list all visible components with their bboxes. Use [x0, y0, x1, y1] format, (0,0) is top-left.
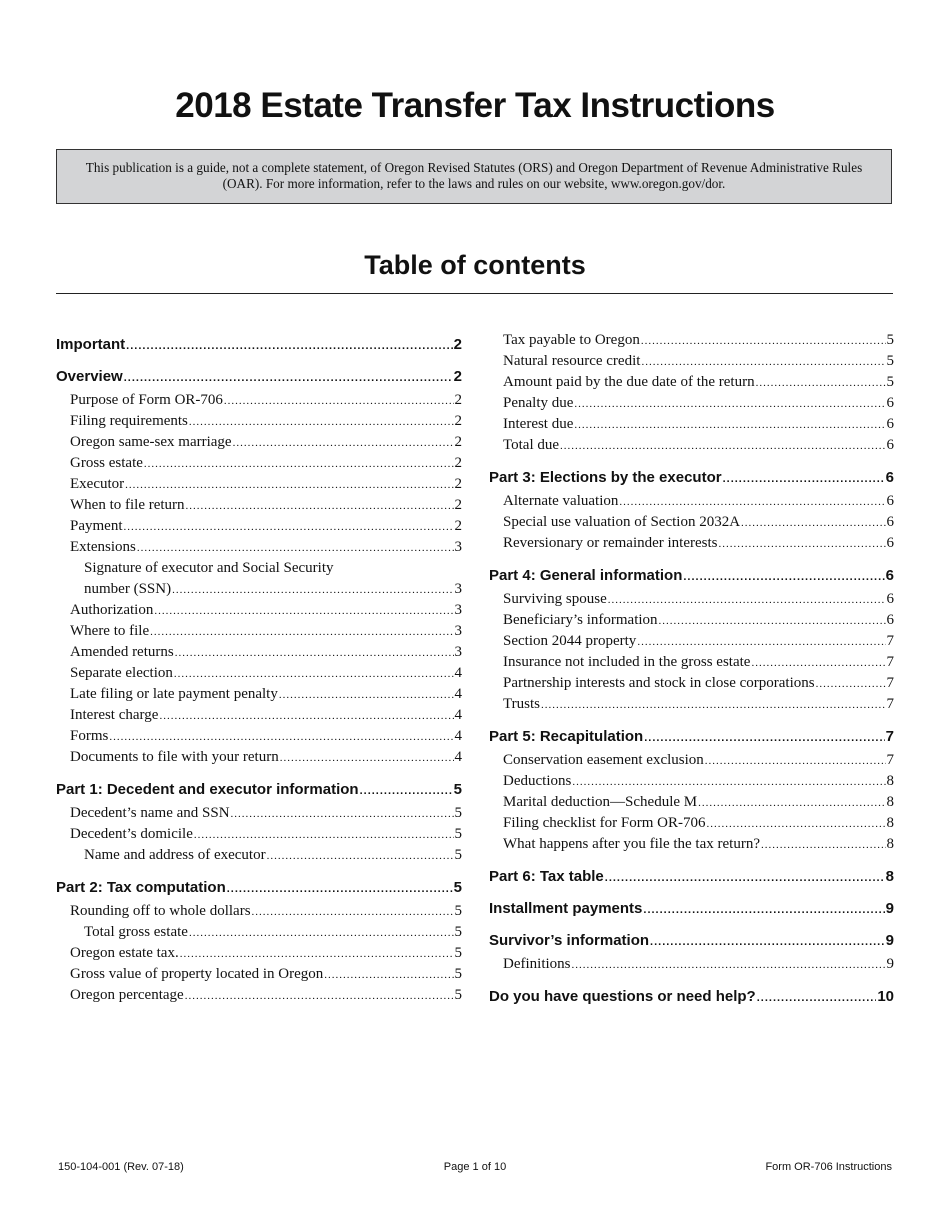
toc-entry[interactable]: [56, 537, 462, 558]
toc-page-number: 4: [454, 749, 462, 765]
toc-entry-title: Alternate valuation: [503, 493, 619, 509]
toc-entry[interactable]: [56, 663, 462, 684]
toc-entry[interactable]: [56, 390, 462, 411]
footer-form-number: 150-104-001 (Rev. 07-18): [58, 1161, 184, 1173]
toc-dot-leader: [643, 900, 884, 919]
toc-page-number: 8: [886, 794, 894, 810]
toc-entry[interactable]: [56, 642, 462, 663]
toc-entry-title: Partnership interests and stock in close corporations: [503, 675, 815, 691]
toc-page-number: 5: [454, 924, 462, 940]
toc-dot-leader: [574, 394, 885, 414]
toc-entry-title: Oregon percentage: [70, 987, 184, 1003]
toc-entry[interactable]: [489, 414, 894, 435]
toc-page-number: 2: [453, 368, 462, 385]
toc-dot-leader: [186, 496, 454, 516]
toc-entry-title: Part 6: Tax table: [489, 868, 604, 885]
toc-entry-title: Total due: [503, 437, 560, 453]
footer-form-name: Form OR-706 Instructions: [765, 1161, 892, 1173]
toc-dot-leader: [227, 879, 453, 898]
toc-page-number: 8: [886, 836, 894, 852]
toc-section-entry[interactable]: [489, 726, 894, 747]
toc-dot-leader: [644, 728, 884, 747]
toc-entry[interactable]: [56, 558, 462, 579]
toc-entry-title: Part 1: Decedent and executor information: [56, 781, 359, 798]
toc-entry-title: Purpose of Form OR-706: [70, 392, 223, 408]
toc-dot-leader: [541, 695, 886, 715]
toc-dot-leader: [572, 955, 886, 975]
toc-entry[interactable]: [56, 747, 462, 768]
toc-entry-title: Trusts: [503, 696, 540, 712]
toc-page-number: 5: [454, 987, 462, 1003]
toc-page-number: 5: [886, 332, 894, 348]
toc-dot-leader: [194, 825, 454, 845]
toc-page-number: 8: [886, 815, 894, 831]
toc-section-entry[interactable]: [56, 779, 462, 800]
toc-entry[interactable]: [56, 803, 462, 824]
toc-entry-title: Do you have questions or need help?: [489, 988, 756, 1005]
toc-entry[interactable]: [56, 516, 462, 537]
toc-entry-title: Overview: [56, 368, 123, 385]
toc-section-entry[interactable]: [489, 565, 894, 586]
toc-entry[interactable]: [56, 901, 462, 922]
toc-heading: Table of contents: [364, 250, 586, 280]
toc-entry[interactable]: [489, 330, 894, 351]
toc-dot-leader: [180, 944, 454, 964]
toc-page-number: 4: [454, 665, 462, 681]
toc-entry-title: Gross value of property located in Oregon: [70, 966, 324, 982]
toc-entry-title: Documents to file with your return: [70, 749, 279, 765]
toc-dot-leader: [233, 433, 454, 453]
toc-dot-leader: [224, 391, 454, 411]
toc-section-entry[interactable]: [56, 366, 462, 387]
toc-dot-leader: [816, 674, 886, 694]
toc-entry-title: Reversionary or remainder interests: [503, 535, 718, 551]
toc-dot-leader: [175, 643, 454, 663]
toc-entry-title: Executor: [70, 476, 125, 492]
toc-page-number: 3: [454, 539, 462, 555]
toc-entry[interactable]: [56, 579, 462, 600]
toc-dot-leader: [189, 412, 454, 432]
toc-section-entry[interactable]: [489, 986, 894, 1007]
toc-dot-leader: [109, 727, 453, 747]
toc-entry[interactable]: [56, 824, 462, 845]
toc-entry[interactable]: [56, 726, 462, 747]
toc-page-number: 9: [885, 932, 894, 949]
toc-dot-leader: [751, 653, 885, 673]
toc-entry-title: Part 3: Elections by the executor: [489, 469, 722, 486]
toc-entry-title: Decedent’s name and SSN: [70, 805, 230, 821]
toc-dot-leader: [572, 772, 885, 792]
toc-entry-title: Oregon same-sex marriage: [70, 434, 232, 450]
toc-section-entry[interactable]: [56, 877, 462, 898]
toc-entry[interactable]: [56, 964, 462, 985]
toc-entry[interactable]: [56, 985, 462, 1006]
toc-entry[interactable]: [56, 705, 462, 726]
toc-section-entry[interactable]: [489, 930, 894, 951]
toc-entry[interactable]: [56, 922, 462, 943]
toc-page-number: 5: [454, 805, 462, 821]
toc-entry-title: Interest charge: [70, 707, 159, 723]
toc-page-number: 5: [454, 945, 462, 961]
toc-entry[interactable]: [56, 845, 462, 866]
toc-entry[interactable]: [489, 792, 894, 813]
toc-entry[interactable]: [56, 453, 462, 474]
toc-dot-leader: [189, 923, 454, 943]
toc-page-number: 6: [886, 416, 894, 432]
toc-page-number: 6: [886, 437, 894, 453]
toc-entry-title: Filing requirements: [70, 413, 188, 429]
toc-entry-title: Decedent’s domicile: [70, 826, 193, 842]
toc-entry-title: Filing checklist for Form OR-706: [503, 815, 706, 831]
toc-entry[interactable]: [489, 372, 894, 393]
toc-entry-title: Beneficiary’s information: [503, 612, 658, 628]
toc-dot-leader: [698, 793, 885, 813]
toc-entry[interactable]: [489, 813, 894, 834]
toc-entry-title: number (SSN): [84, 581, 172, 597]
toc-entry-title: Where to file: [70, 623, 150, 639]
toc-dot-leader: [252, 902, 454, 922]
toc-dot-leader: [741, 513, 885, 533]
footer-page-number: Page 1 of 10: [443, 1161, 507, 1173]
toc-page-number: 6: [886, 535, 894, 551]
toc-entry-title: Tax payable to Oregon: [503, 332, 640, 348]
toc-page-number: 2: [454, 392, 462, 408]
toc-dot-leader: [707, 814, 886, 834]
toc-entry[interactable]: [489, 834, 894, 855]
toc-dot-leader: [124, 517, 454, 537]
toc-dot-leader: [719, 534, 886, 554]
toc-dot-leader: [608, 590, 886, 610]
toc-entry[interactable]: [56, 943, 462, 964]
toc-entry-title: Marital deduction—Schedule M: [503, 794, 698, 810]
toc-page-number: 5: [886, 374, 894, 390]
toc-dot-leader: [125, 475, 453, 495]
toc-dot-leader: [126, 336, 452, 355]
toc-page-number: 9: [886, 956, 894, 972]
toc-page-number: 3: [454, 602, 462, 618]
toc-page-number: 7: [885, 728, 894, 745]
toc-dot-leader: [705, 751, 886, 771]
toc-dot-leader: [619, 492, 885, 512]
toc-dot-leader: [683, 567, 884, 586]
toc-entry[interactable]: [489, 750, 894, 771]
toc-page-number: 5: [886, 353, 894, 369]
toc-page-number: 5: [454, 903, 462, 919]
toc-dot-leader: [267, 846, 454, 866]
toc-page-number: 3: [454, 623, 462, 639]
toc-entry-title: Part 5: Recapitulation: [489, 728, 644, 745]
toc-page-number: 6: [886, 514, 894, 530]
toc-entry-title: Conservation easement exclusion: [503, 752, 704, 768]
toc-dot-leader: [172, 580, 453, 600]
toc-dot-leader: [637, 632, 885, 652]
toc-divider: [56, 293, 893, 294]
toc-dot-leader: [360, 781, 453, 800]
toc-page-number: 6: [886, 612, 894, 628]
toc-entry[interactable]: [56, 621, 462, 642]
toc-dot-leader: [280, 748, 454, 768]
toc-entry[interactable]: [56, 432, 462, 453]
toc-dot-leader: [641, 331, 886, 351]
toc-entry-title: Insurance not included in the gross estate: [503, 654, 751, 670]
toc-dot-leader: [174, 664, 454, 684]
toc-entry-title: Section 2044 property: [503, 633, 637, 649]
toc-entry-title: Part 2: Tax computation: [56, 879, 226, 896]
toc-entry[interactable]: [489, 694, 894, 715]
toc-page-number: 6: [886, 395, 894, 411]
toc-page-number: 8: [886, 773, 894, 789]
toc-page-number: 2: [453, 336, 462, 353]
toc-entry-title: Deductions: [503, 773, 572, 789]
toc-entry[interactable]: [489, 771, 894, 792]
toc-entry[interactable]: [56, 600, 462, 621]
toc-entry-title: Oregon estate tax.: [70, 945, 179, 961]
disclaimer-box: This publication is a guide, not a complete statement, of Oregon Revised Statutes (ORS) and Oregon Department of Revenue Administrative Rules (OAR). For more information, refer to the laws and rules on our website, www.oregon.gov/dor.: [56, 149, 892, 204]
toc-page-number: 6: [886, 591, 894, 607]
toc-entry-title: Gross estate: [70, 455, 143, 471]
toc-dot-leader: [761, 835, 886, 855]
toc-dot-leader: [641, 352, 885, 372]
toc-entry-title: Forms: [70, 728, 109, 744]
toc-entry[interactable]: [489, 533, 894, 554]
toc-page-number: 6: [885, 469, 894, 486]
toc-dot-leader: [574, 415, 885, 435]
toc-entry-title: Amount paid by the due date of the return: [503, 374, 755, 390]
toc-page-number: 7: [886, 696, 894, 712]
toc-entry-title: Amended returns: [70, 644, 174, 660]
toc-entry-title: Late filing or late payment penalty: [70, 686, 278, 702]
toc-dot-leader: [757, 988, 877, 1007]
toc-page-number: 5: [454, 847, 462, 863]
toc-dot-leader: [659, 611, 886, 631]
toc-entry-title: Extensions: [70, 539, 136, 555]
toc-section-entry[interactable]: [56, 334, 462, 355]
toc-page-number: 7: [886, 654, 894, 670]
toc-dot-leader: [756, 373, 886, 393]
toc-entry[interactable]: [489, 491, 894, 512]
toc-entry-title: Installment payments: [489, 900, 643, 917]
toc-page-number: 7: [886, 675, 894, 691]
toc-entry[interactable]: [489, 610, 894, 631]
toc-section-entry[interactable]: [489, 467, 894, 488]
toc-page-number: 2: [454, 455, 462, 471]
toc-entry-title: Special use valuation of Section 2032A: [503, 514, 741, 530]
toc-dot-leader: [159, 706, 453, 726]
toc-entry[interactable]: [489, 652, 894, 673]
toc-entry-title: Survivor’s information: [489, 932, 650, 949]
toc-entry[interactable]: [56, 495, 462, 516]
toc-page-number: 7: [886, 633, 894, 649]
document-title: 2018 Estate Transfer Tax Instructions: [175, 86, 775, 125]
toc-dot-leader: [324, 965, 453, 985]
toc-section-entry[interactable]: [489, 866, 894, 887]
toc-page-number: 5: [454, 966, 462, 982]
toc-section-entry[interactable]: [489, 898, 894, 919]
toc-entry[interactable]: [489, 631, 894, 652]
toc-dot-leader: [560, 436, 885, 456]
toc-entry-title: Surviving spouse: [503, 591, 607, 607]
toc-entry-title: Authorization: [70, 602, 154, 618]
toc-entry[interactable]: [56, 474, 462, 495]
toc-entry[interactable]: [489, 954, 894, 975]
toc-dot-leader: [124, 368, 453, 387]
toc-entry[interactable]: [489, 351, 894, 372]
toc-entry[interactable]: [489, 512, 894, 533]
toc-entry-title: Signature of executor and Social Security: [84, 560, 334, 576]
toc-page-number: 3: [454, 581, 462, 597]
toc-entry[interactable]: [56, 684, 462, 705]
toc-page-number: 5: [453, 879, 462, 896]
toc-entry-title: Payment: [70, 518, 123, 534]
toc-page-number: 2: [454, 497, 462, 513]
toc-dot-leader: [154, 601, 453, 621]
toc-page-number: 2: [454, 476, 462, 492]
toc-dot-leader: [137, 538, 454, 558]
toc-entry-title: Important: [56, 336, 126, 353]
toc-dot-leader: [185, 986, 454, 1006]
toc-right-column: [489, 330, 894, 1010]
toc-page-number: 5: [453, 781, 462, 798]
toc-entry-title: Rounding off to whole dollars: [70, 903, 251, 919]
toc-dot-leader: [144, 454, 454, 474]
toc-page-number: 6: [885, 567, 894, 584]
toc-entry[interactable]: [489, 435, 894, 456]
toc-page-number: 10: [877, 988, 894, 1005]
toc-entry-title: Part 4: General information: [489, 567, 683, 584]
toc-entry[interactable]: [489, 673, 894, 694]
toc-page-number: 8: [885, 868, 894, 885]
toc-entry-title: Interest due: [503, 416, 574, 432]
toc-page-number: 5: [454, 826, 462, 842]
toc-dot-leader: [231, 804, 454, 824]
toc-entry-title: Total gross estate: [84, 924, 188, 940]
toc-page-number: 2: [454, 413, 462, 429]
toc-dot-leader: [723, 469, 885, 488]
toc-page-number: 6: [886, 493, 894, 509]
toc-left-column: [56, 330, 462, 1006]
toc-entry-title: Name and address of executor: [84, 847, 266, 863]
toc-entry[interactable]: [489, 589, 894, 610]
toc-dot-leader: [605, 868, 885, 887]
toc-entry[interactable]: [56, 411, 462, 432]
toc-entry-title: Definitions: [503, 956, 571, 972]
toc-dot-leader: [150, 622, 453, 642]
toc-dot-leader: [279, 685, 454, 705]
toc-page-number: 7: [886, 752, 894, 768]
toc-page-number: 4: [454, 686, 462, 702]
toc-page-number: 4: [454, 707, 462, 723]
toc-dot-leader: [650, 932, 885, 951]
toc-page-number: 2: [454, 434, 462, 450]
toc-entry-title: Separate election: [70, 665, 173, 681]
toc-entry-title: Penalty due: [503, 395, 574, 411]
toc-entry[interactable]: [489, 393, 894, 414]
toc-entry-title: What happens after you file the tax return?: [503, 836, 760, 852]
toc-entry-title: Natural resource credit: [503, 353, 641, 369]
toc-page-number: 3: [454, 644, 462, 660]
toc-entry-title: When to file return: [70, 497, 185, 513]
toc-page-number: 9: [885, 900, 894, 917]
toc-page-number: 2: [454, 518, 462, 534]
toc-page-number: 4: [454, 728, 462, 744]
